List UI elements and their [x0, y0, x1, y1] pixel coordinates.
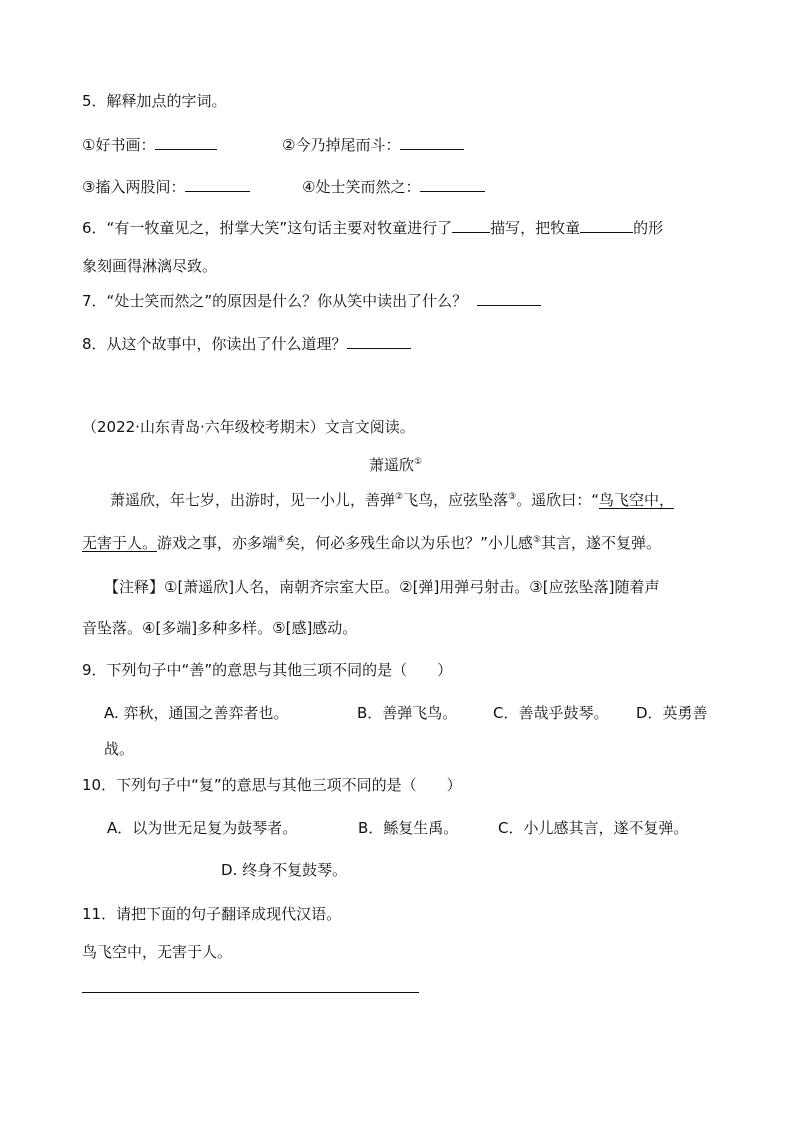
- passage-text: 矣，何必多残生命以为乐也？”小儿感: [285, 534, 533, 552]
- question-6-text-1: 6．“有一牧童见之，拊掌大笑”这句话主要对牧童进行了: [82, 219, 453, 237]
- question-6-text-2: 描写，把牧童: [490, 219, 581, 237]
- underlined-sentence: 无害于人。: [82, 534, 158, 552]
- question-7: [82, 290, 541, 311]
- answer-blank[interactable]: [185, 176, 250, 192]
- question-7-text: 7．“处士笑而然之”的原因是什么？你从笑中读出了什么？: [82, 292, 468, 310]
- passage-text: 萧遥欣，年七岁，出游时，见一小儿，善弹: [110, 491, 396, 509]
- item-label: ③搐入两股间：: [82, 178, 186, 196]
- answer-blank[interactable]: [347, 333, 411, 349]
- passage-title: [369, 455, 422, 475]
- option-d-continuation: 战。: [104, 740, 135, 758]
- question-5-item-1: [82, 134, 217, 155]
- footnote-marker: ④: [277, 535, 286, 545]
- footnote-marker: ③: [508, 492, 517, 502]
- item-label: ②今乃掉尾而斗：: [282, 136, 401, 154]
- footnote-marker: ①: [414, 457, 423, 467]
- passage-text: 游戏之事，亦多端: [157, 534, 278, 552]
- question-6-line-1: [82, 217, 663, 238]
- annotation-line-1: 【注释】①[萧遥欣]人名，南朝齐宗室大臣。②[弹]用弹弓射击。③[应弦坠落]随着声: [104, 578, 660, 596]
- question-5-item-2: [282, 134, 464, 155]
- answer-blank[interactable]: [155, 134, 217, 150]
- question-8-text: 8．从这个故事中，你读出了什么道理？: [82, 335, 347, 353]
- answer-blank[interactable]: [400, 134, 464, 150]
- answer-blank[interactable]: [477, 290, 541, 306]
- annotation-line-2: 音坠落。④[多端]多种多样。⑤[感]感动。: [82, 619, 358, 637]
- item-label: ④处士笑而然之：: [302, 178, 421, 196]
- question-5-item-4: [302, 176, 485, 197]
- footnote-marker: ②: [395, 492, 404, 502]
- question-10-stem: 10．下列句子中“复”的意思与其他三项不同的是（ ）: [82, 776, 462, 794]
- passage-text: 其言，遂不复弹。: [540, 534, 661, 552]
- option-d[interactable]: D. 终身不复鼓琴。: [221, 861, 348, 879]
- passage-title-text: 萧遥欣: [369, 456, 415, 474]
- footnote-marker: ⑤: [532, 535, 541, 545]
- option-c[interactable]: C．小儿感其言，遂不复弹。: [498, 819, 689, 837]
- question-11-stem: 11．请把下面的句子翻译成现代汉语。: [82, 905, 342, 923]
- option-c[interactable]: C．善哉乎鼓琴。: [493, 704, 609, 722]
- answer-line[interactable]: [82, 992, 419, 993]
- answer-blank[interactable]: [452, 217, 490, 233]
- option-b[interactable]: B．善弹飞鸟。: [357, 704, 458, 722]
- passage-line-1: [110, 490, 674, 510]
- passage-source: （2022·山东青岛·六年级校考期末）文言文阅读。: [82, 418, 415, 436]
- passage-line-2: [82, 533, 661, 553]
- question-6-line-2: 象刻画得淋漓尽致。: [82, 257, 218, 275]
- passage-text: 飞鸟，应弦坠落: [403, 491, 509, 509]
- underlined-sentence: 鸟飞空中，: [598, 491, 674, 509]
- item-label: ①好书画：: [82, 136, 156, 154]
- answer-blank[interactable]: [580, 217, 633, 233]
- question-5-stem: 5．解释加点的字词。: [82, 92, 227, 110]
- passage-text: 。遥欣曰：“: [516, 491, 599, 509]
- question-9-stem: 9．下列句子中“善”的意思与其他三项不同的是（ ）: [82, 661, 453, 679]
- answer-blank[interactable]: [420, 176, 485, 192]
- question-11-sentence: 鸟飞空中，无害于人。: [82, 943, 233, 961]
- question-8: [82, 333, 411, 354]
- question-6-text-3: 的形: [633, 219, 664, 237]
- option-a[interactable]: A．以为世无足复为鼓琴者。: [107, 819, 298, 837]
- option-d[interactable]: D．英勇善: [636, 704, 708, 722]
- option-a[interactable]: A. 弈秋，通国之善弈者也。: [104, 704, 289, 722]
- question-5-item-3: [82, 176, 250, 197]
- option-b[interactable]: B．鲧复生禹。: [358, 819, 459, 837]
